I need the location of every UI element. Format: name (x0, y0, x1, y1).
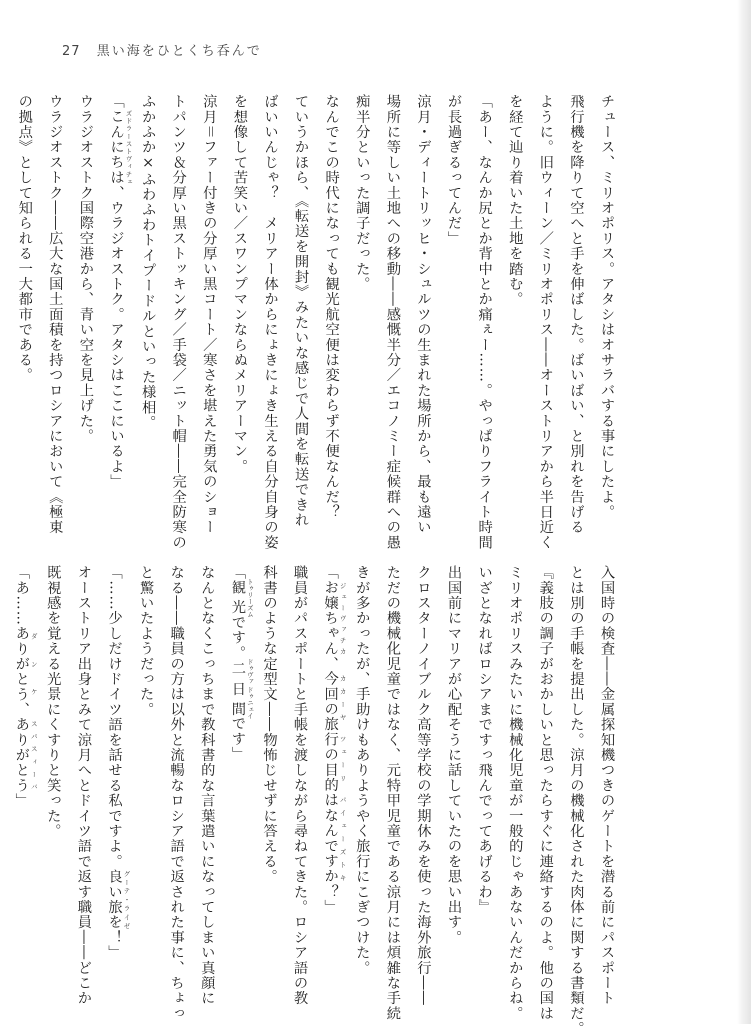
text-segment: 出国前にマリアが心配そうに話していたのを思い出す。 (446, 565, 463, 945)
text-segment: トパンツ＆分厚い黒ストッキング／手袋／ニット帽――完全防寒の (170, 94, 187, 550)
text-line (255, 94, 286, 550)
text-line (500, 94, 531, 514)
text-segment: 入国時の検査――金属探知機つきのゲートを潜る前にパスポート (599, 565, 615, 1006)
text-line (438, 565, 469, 985)
text-segment: 「あ…… (13, 565, 30, 626)
text-line (285, 94, 316, 528)
text-line (284, 565, 315, 1006)
ruby-annotated-text (322, 671, 347, 885)
text-segment: ？」 (322, 884, 339, 915)
text-segment: 、 (13, 701, 30, 717)
ruby-annotated-text (106, 869, 131, 930)
ruby-reading: ドゥヴァ ドゥニェイ (245, 658, 254, 719)
text-segment: 「 (108, 94, 125, 110)
text-line (591, 94, 622, 520)
ruby-reading: グーテ・ライゼ (122, 869, 131, 930)
upper-text-block (16, 94, 622, 550)
text-line (99, 565, 131, 985)
text-line (438, 94, 469, 514)
text-line (377, 94, 408, 550)
ruby-base: こんにちは (108, 109, 125, 186)
ruby-base: ありがとう (13, 717, 30, 793)
text-segment: 「 (322, 565, 339, 581)
text-line (591, 565, 622, 1006)
ruby-reading: トゥリーズム (245, 578, 254, 618)
lower-text-block (13, 565, 622, 1036)
ruby-reading: スパスィーバ (29, 717, 38, 793)
text-segment: の拠点》として知られる一大都市である。 (16, 94, 33, 383)
text-segment: 「あー、なんか尻とか背中とか痛ぇー……。やっぱりフライト時間 (476, 94, 493, 550)
text-line (192, 565, 223, 1006)
text-line (161, 565, 192, 1021)
text-line (530, 94, 561, 550)
text-segment: ていうかほら、《転送を開封》みたいな感じで人間を転送できれ (293, 94, 310, 528)
text-line (377, 565, 408, 1021)
text-segment: 、 (322, 656, 339, 672)
ruby-annotated-text (229, 578, 254, 618)
text-line (163, 94, 194, 550)
text-segment: ただの機械化児童ではなく、元特甲児童である涼月には煩雑な手続 (384, 565, 401, 1021)
chapter-title: 黒い海をひとくち呑んで (96, 44, 262, 59)
text-segment: なんとなくこっちまで教科書的な言葉遣いになってしまい真顔に (199, 565, 216, 1006)
text-segment: を想像して苦笑い／スワンプマンならぬメリアーマン。 (231, 94, 248, 474)
page-binding-shadow (737, 0, 751, 1024)
text-segment: なんでこの時代になっても観光航空便は変わらず不便なんだ？ (323, 94, 340, 520)
running-header (62, 40, 262, 59)
text-segment: 飛行機を降りて空へと手を伸ばした。ばいばい、と別れを告げる (568, 94, 585, 535)
text-line (347, 565, 378, 985)
text-segment: 場所に等しい土地への移動――感慨半分／エコノミー症候群への愚 (384, 94, 401, 550)
text-segment: 職員がパスポートと手帳を渡しながら尋ねてきた。ロシア語の教 (292, 565, 309, 1006)
text-line (315, 565, 347, 985)
text-line (224, 94, 255, 514)
ruby-reading: ダンケ (29, 625, 38, 702)
text-line (561, 565, 592, 1036)
text-line (222, 565, 254, 985)
text-segment: 、ウラジオストク。アタシはここにいるよ」 (108, 185, 125, 490)
text-segment: 痴半分といった調子だった。 (354, 94, 371, 292)
ruby-base: 観光 (229, 578, 246, 618)
text-line (469, 565, 500, 985)
ruby-base: お嬢ちゃん (322, 580, 339, 657)
text-segment: きが多かったが、手助けもありようやく旅行にこぎつけた。 (354, 565, 371, 976)
text-segment: 涼月・ディートリッヒ・シュルツの生まれた場所から、最も遠い (415, 94, 432, 535)
text-line (38, 565, 69, 985)
text-segment: いざとなればロシアまですっ飛んでってあげるわ』 (476, 565, 493, 915)
ruby-annotated-text (13, 717, 38, 793)
text-line (500, 565, 531, 1021)
text-segment: オーストリア出身とみて涼月へとドイツ語で返す職員――どこか (75, 565, 92, 1006)
ruby-annotated-text (108, 109, 133, 186)
text-line (68, 565, 99, 1006)
text-line (347, 94, 378, 514)
text-line (133, 94, 164, 514)
text-segment: とは別の手帳を提出した。涼月の機械化された肉体に関する書類だ。 (568, 565, 585, 1036)
text-segment: クロスターノイブルク高等学校の学期休みを使った海外旅行―― (415, 565, 432, 1006)
text-segment: ミリオポリスみたいに機械化児童が一般的じゃあないんだからね。 (507, 565, 524, 1021)
ruby-reading: ズドラーストヴィチェ (124, 109, 133, 186)
text-segment: 涼月＝ファー付きの分厚い黒コート／寒さを堪えた勇気のショー (201, 94, 218, 535)
text-line (469, 94, 500, 550)
text-segment: を経て辿り着いた土地を踏む。 (507, 94, 524, 307)
text-line (6, 565, 38, 985)
text-line (0, 565, 6, 985)
text-segment: ばいいんじゃ？ メリアー体からにょきにょき生える自分自身の姿 (262, 94, 279, 550)
ruby-reading: カカーヤ ツェーリ パイェーズトキ (338, 671, 347, 885)
ruby-base: 良い旅を (106, 869, 123, 930)
ruby-base: 今回の旅行の目的はなんですか (322, 671, 339, 885)
text-segment: 科書のような定型文――物怖じせずに答える。 (261, 565, 278, 885)
text-segment: ウラジオストク国際空港から、青い空を見上げた。 (77, 94, 94, 444)
text-segment: 」 (13, 793, 30, 809)
text-segment: ように。旧ウィーン／ミリオポリス――オーストリアから半日近く (537, 94, 554, 550)
text-segment: 『義肢の調子がおかしいと思ったらすぐに連絡するのよ。他の国は (537, 565, 554, 1021)
ruby-base: 二日間 (229, 658, 246, 719)
text-segment: が長過ぎるってんだ」 (446, 94, 463, 246)
text-segment: チュース、ミリオポリス。アタシはオサラバする事にしたよ。 (599, 94, 615, 520)
text-line (9, 94, 40, 514)
text-line (40, 94, 71, 535)
text-segment: なる――職員の方は以外と流暢なロシア語で返された事に、ちょっ (168, 565, 185, 1021)
text-line (254, 565, 285, 985)
text-segment: ウラジオストク――広大な国土面積を持つロシアにおいて《極東 (47, 94, 64, 535)
text-line (316, 94, 347, 520)
text-segment: 既視感を覚える光景にくすりと笑った。 (45, 565, 62, 839)
ruby-annotated-text (13, 625, 38, 702)
text-line (101, 94, 133, 514)
text-line (70, 94, 101, 514)
page-number: 27 (62, 44, 81, 59)
text-segment: 「……少しだけドイツ語を話せる私ですよ。 (106, 565, 123, 869)
text-segment: 「 (229, 565, 246, 581)
text-line (131, 565, 162, 985)
text-segment: です。 (229, 614, 246, 661)
text-segment: です」 (229, 716, 246, 762)
text-line (561, 94, 592, 535)
text-line (194, 94, 225, 535)
ruby-reading: ジェーヴァチカ (338, 580, 347, 657)
text-segment: ふかふか×ふわふわトイプードルといった様相。 (140, 94, 157, 431)
text-line (408, 565, 439, 1006)
ruby-base: ありがとう (13, 625, 30, 702)
text-segment: と驚いたようだった。 (138, 565, 155, 717)
ruby-annotated-text (322, 580, 347, 657)
ruby-annotated-text (229, 658, 254, 719)
text-segment: ！」 (106, 929, 123, 961)
text-line (408, 94, 439, 535)
text-line (530, 565, 561, 1021)
